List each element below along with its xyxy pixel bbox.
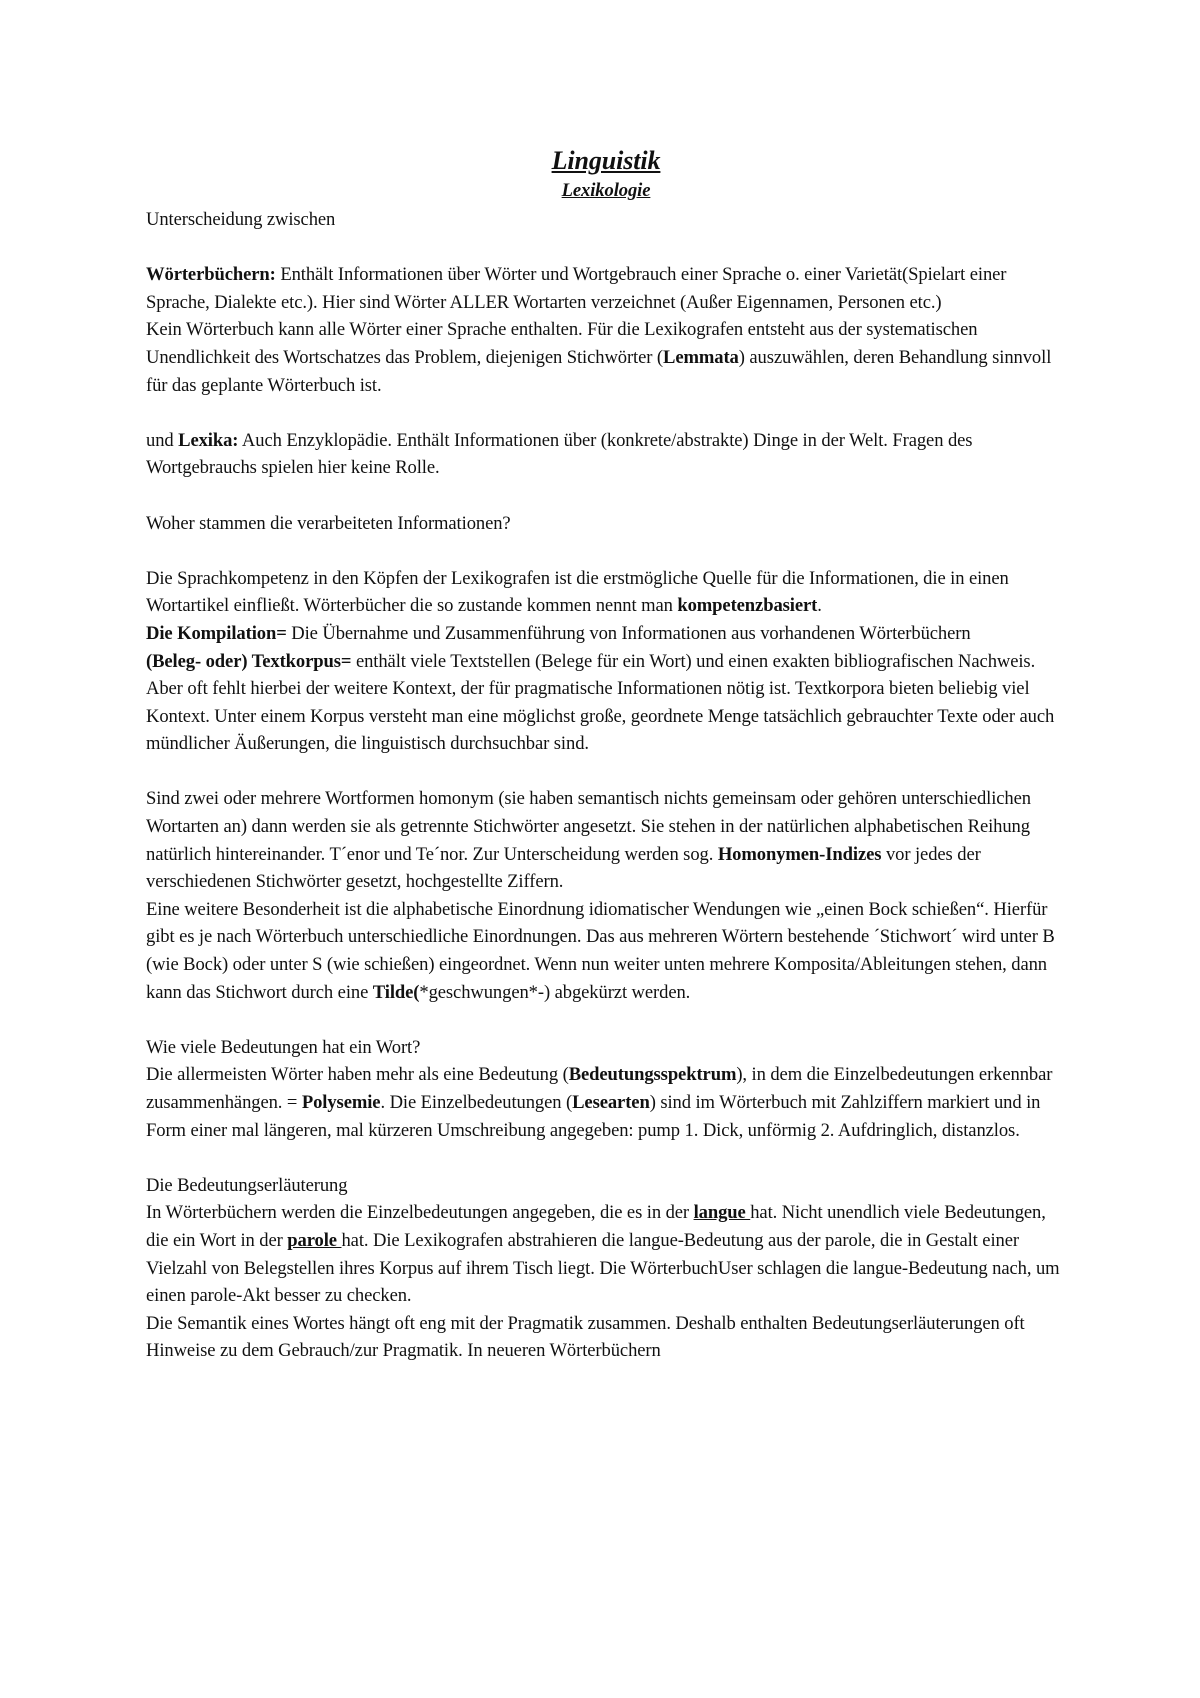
heading-bedeutungserlaeuterung: Die Bedeutungserläuterung [146, 1174, 348, 1196]
spacer [146, 399, 1066, 427]
paragraph-polysemie [146, 1061, 1066, 1144]
paragraph-woerterbuecher [146, 261, 1066, 316]
term-langue: langue [693, 1202, 751, 1224]
paragraph-text: ), in dem die Einzelbedeutungen erkennbar zusammenhängen. = [146, 1064, 1053, 1113]
paragraph-textkorpus [146, 648, 1066, 758]
term-bedeutungsspektrum: Bedeutungsspektrum [568, 1064, 737, 1086]
spacer [146, 482, 1066, 510]
paragraph-text: . Die Einzelbedeutungen ( [380, 1092, 573, 1113]
intro-line: Unterscheidung zwischen [146, 209, 336, 230]
spacer [146, 1144, 1066, 1172]
paragraph-idiome [146, 896, 1066, 1006]
paragraph-text: . [817, 595, 822, 617]
paragraph-lexika [146, 427, 1066, 482]
term-tilde: Tilde( [372, 981, 420, 1003]
spacer [146, 537, 1066, 565]
paragraph-text: Die Übernahme und Zusammenführung von Informationen aus vorhandenen Wörterbüchern [286, 622, 971, 644]
spacer [146, 1006, 1066, 1034]
paragraph-text: hat. Nicht unendlich viele Bedeutungen, die ein Wort in der [146, 1202, 1046, 1251]
term-parole: parole [287, 1229, 342, 1251]
term-polysemie: Polysemie [301, 1092, 381, 1113]
paragraph-kompetenz [146, 565, 1066, 620]
question-quellen: Woher stammen die verarbeiteten Informationen? [146, 512, 511, 534]
paragraph-text: hat. Die Lexikografen abstrahieren die langue-Bedeutung aus der parole, die in Gestalt einer Vielzahl von Belegstellen ihres Korpus auf ihrem Tisch liegt. Die WörterbuchUser schlagen die langue-Bedeutung nach, um einen parole-Akt besser zu checken. [146, 1229, 1060, 1307]
paragraph-text: Kein Wörterbuch kann alle Wörter einer Sprache enthalten. Für die Lexikografen entsteht aus der systematischen Unendlichkeit des Wortschatzes das Problem, diejenigen Stichwörter ( [146, 319, 978, 368]
document-body [146, 144, 1066, 1365]
spacer [146, 234, 1066, 262]
paragraph-text: In Wörterbüchern werden die Einzelbedeutungen angegeben, die es in der [146, 1202, 694, 1224]
term-kompilation: Die Kompilation= [146, 622, 287, 644]
term-textkorpus: (Beleg- oder) Textkorpus= [146, 650, 352, 672]
term-kompetenzbasiert: kompetenzbasiert [677, 595, 818, 617]
paragraph-text: vor jedes der verschiedenen Stichwörter gesetzt, hochgestellte Ziffern. [146, 843, 981, 893]
paragraph-homonyme [146, 785, 1066, 895]
paragraph-text: Enthält Informationen über Wörter und Wortgebrauch einer Sprache o. einer Varietät(Spielart einer Sprache, Dialekte etc.). Hier sind Wörter ALLER Wortarten verzeichnet (Außer Eigennamen, Personen etc.) [146, 264, 1007, 313]
paragraph-text: Auch Enzyklopädie. Enthält Informationen über (konkrete/abstrakte) Dinge in der Welt. Fragen des Wortgebrauchs spielen hier keine Rolle. [146, 429, 973, 479]
page-title: Linguistik [551, 146, 661, 175]
page-subtitle: Lexikologie [561, 180, 651, 201]
paragraph-text: ) auszuwählen, deren Behandlung sinnvoll für das geplante Wörterbuch ist. [146, 346, 1052, 396]
paragraph-text: Die Sprachkompetenz in den Köpfen der Lexikografen ist die erstmögliche Quelle für die Informationen, die in einen Wortartikel einfließt. Wörterbücher die so zustande kommen nennt man [146, 567, 1009, 617]
paragraph-text: *geschwungen*-) abgekürzt werden. [419, 981, 691, 1003]
paragraph-text: ) sind im Wörterbuch mit Zahlziffern markiert und in Form einer mal längeren, mal kürzeren Umschreibung angegeben: pump 1. Dick, unförmig 2. Aufdringlich, distanzlos. [146, 1092, 1041, 1141]
paragraph-text: enthält viele Textstellen (Belege für ein Wort) und einen exakten bibliografischen Nachweis. Aber oft fehlt hierbei der weitere Kontext, der für pragmatische Informationen nötig ist. Textkorpora bieten beliebig viel Kontext. Unter einem Korpus versteht man eine möglichst große, geordnete Menge tatsächlich gebrauchter Texte oder auch mündlicher Äußerungen, die linguistisch durchsuchbar sind. [146, 650, 1055, 755]
paragraph-kompilation [146, 620, 1066, 648]
paragraph-text: Die allermeisten Wörter haben mehr als eine Bedeutung ( [146, 1064, 569, 1086]
term-lemmata: Lemmata [663, 346, 739, 368]
paragraph-langue-parole [146, 1199, 1066, 1309]
term-lexika: Lexika: [178, 429, 239, 451]
paragraph-lemmata [146, 316, 1066, 399]
paragraph-text: Sind zwei oder mehrere Wortformen homonym (sie haben semantisch nichts gemeinsam oder gehören unterschiedlichen Wortarten an) dann werden sie als getrennte Stichwörter angesetzt. Sie stehen in der natürlichen alphabetischen Reihung natürlich hintereinander. T´enor und Te´nor. Zur Unterscheidung werden sog. [146, 788, 1031, 865]
term-lesearten: Lesearten [572, 1092, 650, 1113]
paragraph-semantik: Die Semantik eines Wortes hängt oft eng mit der Pragmatik zusammen. Deshalb enthalten Bedeutungserläuterungen oft Hinweise zu dem Gebrauch/zur Pragmatik. In neueren Wörterbüchern [146, 1312, 1025, 1362]
spacer [146, 758, 1066, 786]
term-woerterbuechern: Wörterbüchern: [146, 264, 276, 286]
question-bedeutungen: Wie viele Bedeutungen hat ein Wort? [146, 1036, 421, 1058]
paragraph-text: Eine weitere Besonderheit ist die alphabetische Einordnung idiomatischer Wendungen wie „einen Bock schießen“. Hierfür gibt es je nach Wörterbuch unterschiedliche Einordnungen. Das aus mehreren Wörtern bestehende ´Stichwort´ wird unter B (wie Bock) oder unter S (wie schießen) eingeordnet. Wenn nun weiter unten mehrere Komposita/Ableitungen stehen, dann kann das Stichwort durch eine [146, 898, 1055, 1003]
paragraph-text: und [146, 429, 179, 451]
term-homonymen-indizes: Homonymen-Indizes [717, 843, 882, 865]
